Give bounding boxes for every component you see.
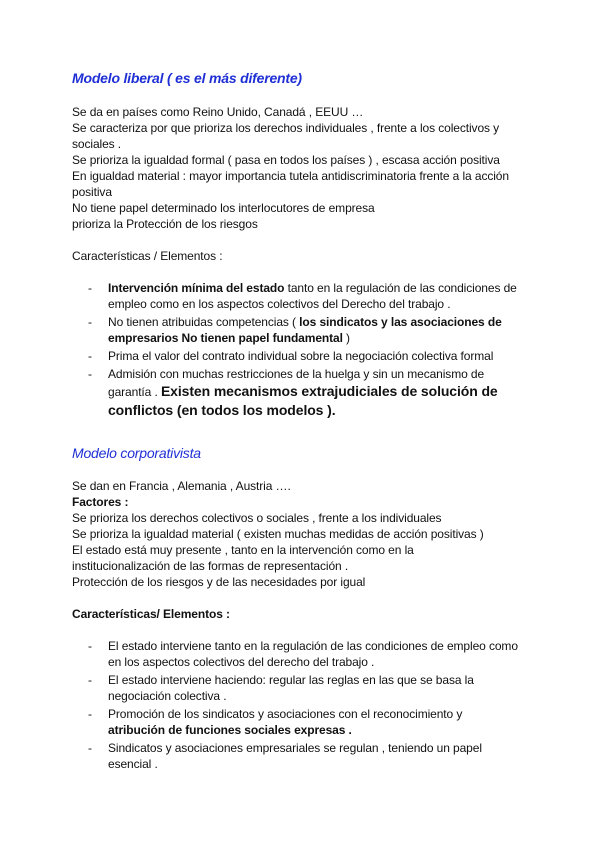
section-title-modelo-corporativista: Modelo corporativista — [72, 445, 201, 461]
bold-text: los sindicatos y las asociaciones de empresarios No tienen papel fundamental — [108, 315, 502, 345]
paragraph-line: prioriza la Protección de los riesgos — [72, 217, 258, 231]
section-intro-corporativista — [72, 478, 532, 590]
paragraph-line: El estado está muy presente , tanto en la intervención como en la institucionalización de las formas de representación . — [72, 543, 414, 573]
bullet-dash: - — [88, 673, 92, 687]
feature-list-liberal — [88, 280, 518, 422]
bullet-dash: - — [88, 741, 92, 755]
paragraph-line: Se da en países como Reino Unido, Canadá , EEUU … — [72, 105, 364, 119]
factores-label: Factores : — [72, 495, 129, 509]
bullet-dash: - — [88, 639, 92, 653]
bullet-dash: - — [88, 281, 92, 295]
paragraph-line: No tiene papel determinado los interlocutores de empresa — [72, 201, 375, 215]
paragraph-line: Protección de los riesgos y de las necesidades por igual — [72, 575, 366, 589]
features-label-liberal: Características / Elementos : — [72, 249, 223, 263]
item-text: El estado interviene tanto en la regulación de las condiciones de empleo como en los aspectos colectivos del derecho del trabajo . — [108, 639, 518, 669]
paragraph-line: Se dan en Francia , Alemania , Austria …. — [72, 479, 291, 493]
bold-text: atribución de funciones sociales expresas . — [108, 723, 352, 737]
bullet-dash: - — [88, 707, 92, 721]
section-title-modelo-liberal: Modelo liberal ( es el más diferente) — [72, 70, 302, 86]
item-text: tanto en la regulación de las condiciones de empleo como en los aspectos colectivos del Derecho del trabajo . — [108, 281, 517, 311]
item-text: ) — [342, 331, 350, 345]
paragraph-line: Se caracteriza por que prioriza los derechos individuales , frente a los colectivos y sociales . — [72, 121, 500, 151]
list-item — [88, 672, 518, 704]
item-text: Sindicatos y asociaciones empresariales se regulan , teniendo un papel esencial . — [108, 741, 482, 771]
list-item — [88, 314, 518, 346]
list-item — [88, 280, 518, 312]
feature-list-corporativista — [88, 638, 518, 774]
paragraph-line: Se prioriza los derechos colectivos o sociales , frente a los individuales — [72, 511, 442, 525]
list-item — [88, 366, 518, 420]
list-item — [88, 638, 518, 670]
item-text: El estado interviene haciendo: regular las reglas en las que se basa la negociación colectiva . — [108, 673, 474, 703]
bullet-dash: - — [88, 367, 92, 381]
item-text: Promoción de los sindicatos y asociaciones con el reconocimiento y — [108, 707, 463, 721]
paragraph-line: Se prioriza la igualdad material ( existen muchas medidas de acción positivas ) — [72, 527, 484, 541]
emphasis-text: Existen mecanismos extrajudiciales de solución de conflictos (en todos los modelos ). — [108, 383, 498, 418]
features-label-corporativista: Características/ Elementos : — [72, 607, 230, 621]
item-text: No tienen atribuidas competencias ( — [108, 315, 300, 329]
item-text: Admisión con muchas restricciones de la huelga y sin un mecanismo de garantía . — [108, 367, 485, 399]
bold-text: Intervención mínima del estado — [108, 281, 285, 295]
bullet-dash: - — [88, 315, 92, 329]
section-intro-liberal — [72, 104, 532, 232]
list-item — [88, 740, 518, 772]
item-text: Prima el valor del contrato individual sobre la negociación colectiva formal — [108, 349, 494, 363]
paragraph-line: En igualdad material : mayor importancia tutela antidiscriminatoria frente a la acción positiva — [72, 169, 509, 199]
list-item — [88, 348, 518, 364]
paragraph-line: Se prioriza la igualdad formal ( pasa en todos los países ) , escasa acción positiva — [72, 153, 500, 167]
list-item — [88, 706, 518, 738]
bullet-dash: - — [88, 349, 92, 363]
